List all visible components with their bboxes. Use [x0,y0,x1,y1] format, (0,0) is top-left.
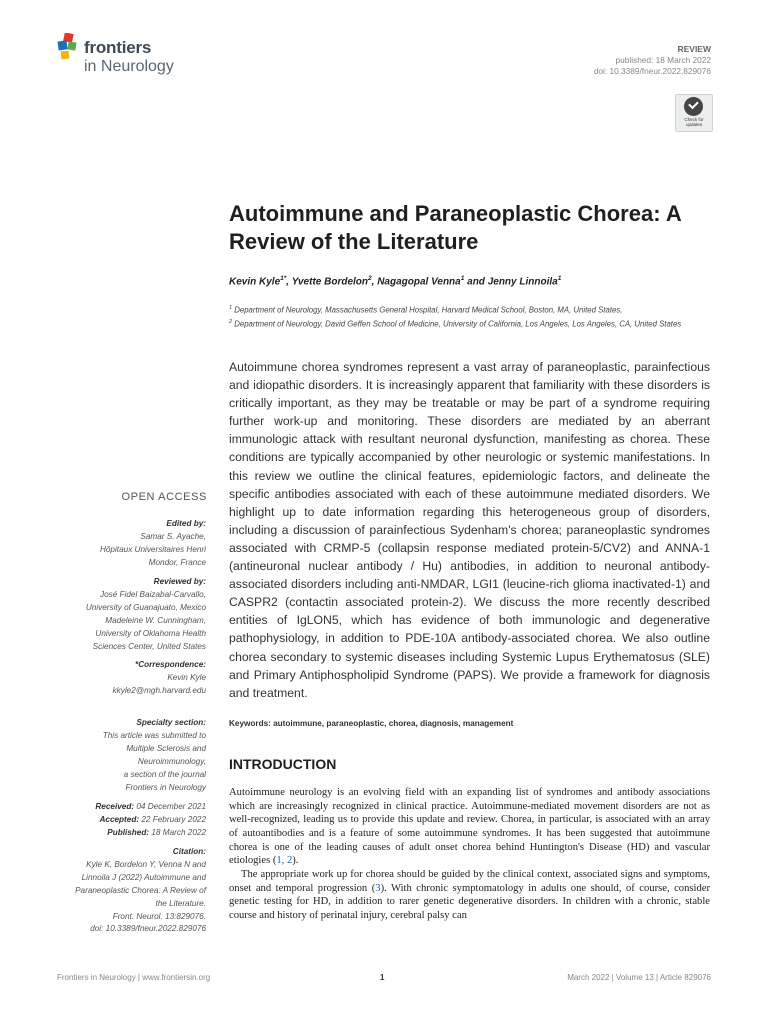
article-title: Autoimmune and Paraneoplastic Chorea: A Review of the Literature [229,201,681,254]
sidebar-line: University of Guanajuato, Mexico [85,602,206,612]
sidebar-line: Kevin Kyle [167,672,206,682]
published-date: published: 18 March 2022 [615,55,711,65]
dates-block [46,801,206,840]
affiliation-num: 1 [229,305,233,311]
author-name[interactable]: Nagagopal Venna [377,276,461,288]
correspondence-heading: *Correspondence: [135,660,206,669]
article-doi[interactable]: doi: 10.3389/fneur.2022.829076 [593,66,711,76]
abstract: Autoimmune chorea syndromes represent a vast array of paraneoplastic, parainfectious and idiopathic disorders. It is increasingly apparent that familiarity with these disorders is critically important, as they may be treatable or may be part of a syndrome requiring further work-up and monitoring. These disorders are mediated by an aberrant immunologic attack with resultant neuronal dysfunction, manifesting as chorea. These conditions are typically accompanied by other neurologic or systemic manifestations. In this review we outline the clinical features, epidemiologic factors, and delineate the specific antibodies associated with each of these autoimmune mediated disorders. We highlight up to date information regarding this heterogeneous group of disorders, including a discussion of parainfectious Sydenham's chorea; paraneoplastic syndromes associated with CRMP-5 (collapsin response mediated protein-5/CV2) and ANNA-1 (antineuronal nuclear antibody / Hu) antibodies, in addition to neuronal antibody-associated disorders including anti-NMDAR, LGI1 (leucine-rich glioma inactivated-1) and CASPR2 (contactin associated protein-2). We discuss the more recently described entities of IgLON5, which has evidence of both immunologic and degenerative pathophysiology, in addition to PDE-10A antibody-associated chorea. We also outline chorea secondary to systemic diseases including Systemic Lupus Erythematosus (SLE) and Primary Antiphospholipid Syndrome (PAPS). We provide a framework for diagnosis and treatment. [229,360,710,700]
paragraph-text: The appropriate work up for chorea should be guided by the clinical context, associated signs and symptoms, onset and temporal progression ( [229,868,710,894]
specialty-heading: Specialty section: [136,718,206,727]
sidebar-line: Neuroimmunology, [137,756,206,766]
intro-paragraph [229,786,710,923]
date-label: Accepted: [99,814,140,824]
sidebar-line: the Literature. [155,898,206,908]
author-name[interactable]: Yvette Bordelon [291,276,368,288]
check-for-updates-button[interactable] [675,94,713,132]
paragraph-text: ). With chronic symptomatology in adults one should, of course, consider genetic testing for HD, in addition to rarer genetic degenerative disorders. In children with a chronic, stable course and history of perinatal injury, cerebral palsy can [229,882,710,921]
sidebar-line: Hôpitaux Universitaires Henri [99,544,206,554]
correspondence-block [46,659,206,698]
paragraph-text: ). [292,855,299,867]
edited-by-block [46,518,206,570]
journal-name: in Neurology [84,58,174,75]
date-label: Received: [95,802,135,811]
keywords: Keywords: autoimmune, paraneoplastic, chorea, diagnosis, management [229,719,514,728]
citation-doi[interactable]: doi: 10.3389/fneur.2022.829076 [90,924,206,934]
author-separator: , [371,276,378,288]
sidebar-line: Multiple Sclerosis and [126,743,206,753]
check-updates-icon [684,97,703,116]
section-heading-introduction: INTRODUCTION [229,756,337,772]
author-separator: , [286,276,292,288]
sidebar-line: Samar S. Ayache, [140,531,206,541]
intro-paragraph-2 [229,868,710,923]
author-affil-sup: 1* [280,275,287,282]
date-value: 22 February 2022 [141,814,206,824]
reviewed-by-heading: Reviewed by: [153,577,206,586]
open-access-label: OPEN ACCESS [121,491,207,503]
date-value: 18 March 2022 [151,827,206,837]
date-value: 04 December 2021 [136,802,206,811]
sidebar-line: Front. Neurol. 13:829076. [112,911,206,921]
sidebar-line: José Fidel Baizabal-Carvallo, [99,589,206,599]
sidebar-line: Mondor, France [148,557,206,567]
affiliation-text: Department of Neurology, David Geffen School of Medicine, University of California, Los Angeles, Los Angeles, CA, United States [234,319,682,329]
sidebar-line: Paraneoplastic Chorea: A Review of [75,885,206,895]
footer-article-info: March 2022 | Volume 13 | Article 829076 [567,973,711,982]
citation-link[interactable]: 1, 2 [276,855,293,867]
paragraph-text: Autoimmune neurology is an evolving field with an expanding list of syndromes and antibody associations which are increasingly recognized in clinical practice. Autoimmune-mediated movement disorders are not as well-recognized, leading us to provide this update and review. Chorea, in particular, is associated with an array of autoantibodies and is a feature of some autoimmune syndromes. It has been suggested that autoimmune chorea is one of the leading causes of adult onset chorea behind Huntington's Disease (HD) and vascular etiologies ( [229,787,710,867]
sidebar-line: Frontiers in Neurology [125,782,206,792]
affiliation [229,316,699,331]
affiliation-text: Department of Neurology, Massachusetts General Hospital, Harvard Medical School, Boston, MA, United States, [234,305,623,315]
correspondence-email[interactable]: kkyle2@mgh.harvard.edu [112,685,206,695]
reviewed-by-block [46,576,206,653]
author-affil-sup: 2 [368,275,372,282]
sidebar-line: Linnoila J (2022) Autoimmune and [81,872,206,882]
sidebar-line: Kyle K, Bordelon Y, Venna N and [86,859,206,869]
author-list [229,275,709,287]
page-number: 1 [380,973,385,982]
sidebar-line: Sciences Center, United States [92,641,206,651]
edited-by-heading: Edited by: [166,519,206,528]
sidebar-line: University of Oklahoma Health [95,628,206,638]
sidebar-line: a section of the journal [123,769,206,779]
date-row [46,814,206,827]
author-name[interactable]: Kevin Kyle [229,276,281,288]
author-name[interactable]: Jenny Linnoila [487,276,558,288]
date-label: Published: [107,827,150,837]
date-row [46,827,206,840]
check-updates-label: Check for updates [684,117,704,127]
article-type: REVIEW [677,44,711,54]
citation-block [46,846,206,936]
article-meta [594,44,711,77]
footer-journal-link[interactable]: Frontiers in Neurology | www.frontiersin.org [57,973,211,982]
journal-brand: frontiers [84,38,152,57]
author-affil-sup: 1 [460,275,465,282]
sidebar-line: This article was submitted to [102,730,206,740]
author-separator: and [464,276,488,288]
specialty-block [46,717,206,794]
citation-link[interactable]: 3 [375,882,381,894]
date-row [46,801,206,814]
citation-heading: Citation: [172,847,206,856]
affiliation-num: 2 [229,319,233,325]
frontiers-logo-icon [57,33,81,61]
affiliation [229,302,699,317]
sidebar-line: Madeleine W. Cunningham, [105,615,206,625]
author-affil-sup: 1 [557,275,562,282]
